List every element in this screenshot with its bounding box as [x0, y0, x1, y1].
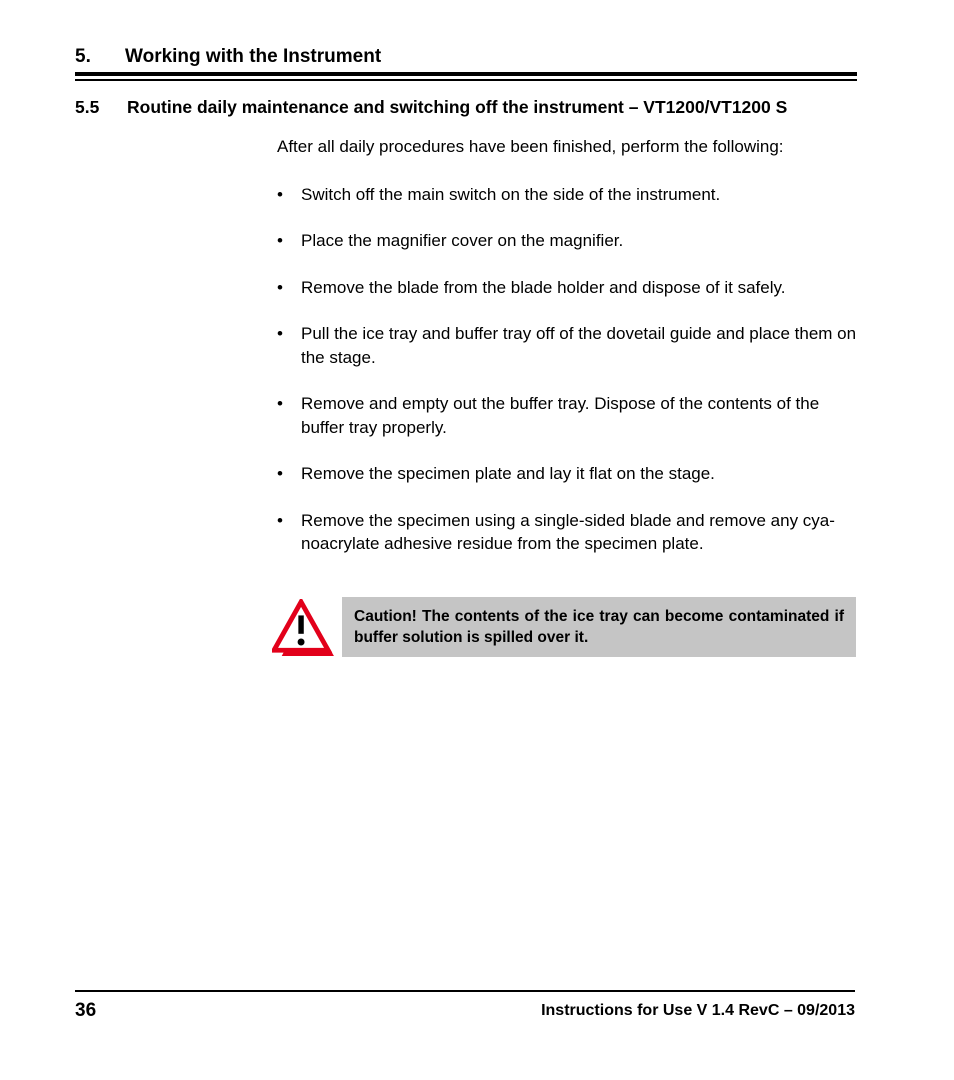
section-title: Routine daily maintenance and switching off the instrument – VT1200/VT1200 S: [127, 97, 788, 117]
bullet-text: Place the magnifier cover on the magnifier.: [301, 231, 624, 250]
body-text-column: [277, 135, 857, 579]
caution-block: [272, 597, 856, 657]
bullet-icon: •: [277, 510, 283, 530]
bullet-text: Remove and empty out the buffer tray. Dispose of the contents of the buffer tray properly.: [301, 394, 820, 437]
bullet-icon: •: [277, 394, 283, 413]
list-item: [277, 322, 857, 369]
list-item: [277, 276, 857, 300]
footer-divider-rule: [75, 990, 855, 992]
bullet-text: Pull the ice tray and buffer tray off of the dovetail guide and place them on the stage.: [301, 324, 857, 367]
chapter-number: 5.: [75, 46, 91, 67]
section-number: 5.5: [75, 97, 100, 117]
section-heading: [75, 97, 787, 118]
caution-text-box: Caution! The contents of the ice tray can become contaminated if buffer solution is spilled over it.: [342, 597, 856, 657]
list-item: [277, 462, 857, 486]
warning-triangle-icon: [272, 599, 334, 657]
list-item: [277, 392, 857, 439]
intro-paragraph: After all daily procedures have been finished, perform the following:: [277, 137, 784, 156]
bullet-text: Remove the specimen using a single-sided blade and remove any cya-noacrylate adhesive residue from the specimen plate.: [301, 510, 835, 553]
chapter-title: Working with the Instrument: [125, 46, 382, 67]
list-item: [277, 509, 857, 556]
bullet-icon: •: [277, 231, 283, 250]
bullet-text: Remove the specimen plate and lay it flat on the stage.: [301, 464, 715, 483]
bullet-text: Remove the blade from the blade holder and dispose of it safely.: [301, 277, 786, 297]
list-item: [277, 229, 857, 253]
chapter-divider-rule: [75, 72, 857, 81]
footer-edition-text: Instructions for Use V 1.4 RevC – 09/2013: [541, 1002, 855, 1019]
bullet-icon: •: [277, 464, 283, 483]
bullet-icon: •: [277, 184, 283, 204]
bullet-text: Switch off the main switch on the side of the instrument.: [301, 184, 721, 204]
page-number: 36: [75, 1000, 97, 1021]
bullet-icon: •: [277, 324, 283, 343]
list-item: [277, 183, 857, 207]
bullet-icon: •: [277, 277, 283, 297]
chapter-heading: [75, 46, 381, 68]
